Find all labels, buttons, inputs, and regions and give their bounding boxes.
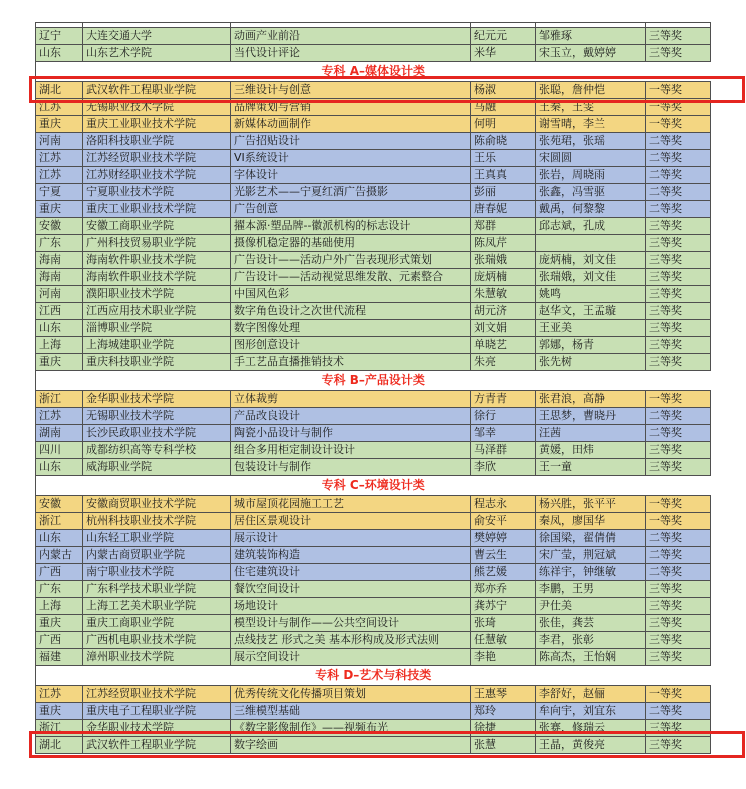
cell-province: 安徽: [36, 218, 83, 235]
cell-title: 广告创意: [231, 201, 471, 218]
cell-advisors: 赵华文，王孟璇: [536, 303, 646, 320]
cell-school: 金华职业技术学院: [83, 391, 231, 408]
cell-award: 三等奖: [646, 45, 711, 62]
cell-province: 浙江: [36, 391, 83, 408]
cell-advisors: 王一童: [536, 459, 646, 476]
cell-title: 展示设计: [231, 530, 471, 547]
cell-province: 江西: [36, 303, 83, 320]
cell-advisors: 王思梦，曹晓丹: [536, 408, 646, 425]
cell-province: 广西: [36, 632, 83, 649]
cell-award: 二等奖: [646, 703, 711, 720]
cell-author: 单晓艺: [471, 337, 536, 354]
cell-title: 立体裁剪: [231, 391, 471, 408]
cell-title: 图形创意设计: [231, 337, 471, 354]
cell-author: 朱慧敏: [471, 286, 536, 303]
table-row: [36, 252, 711, 269]
table-row: [36, 184, 711, 201]
table-row: [36, 686, 711, 703]
cell-province: 上海: [36, 598, 83, 615]
table-row: [36, 269, 711, 286]
cell-author: 刘文娟: [471, 320, 536, 337]
section-title: 专科 C–环境设计类: [36, 476, 711, 496]
table-row: [36, 720, 711, 737]
cell-province: 江苏: [36, 408, 83, 425]
cell-author: 米华: [471, 45, 536, 62]
cell-title: 展示空间设计: [231, 649, 471, 666]
cell-award: 三等奖: [646, 581, 711, 598]
cell-advisors: 王秦，王雯: [536, 99, 646, 116]
cell-province: 江苏: [36, 99, 83, 116]
cell-province: 湖南: [36, 425, 83, 442]
cell-title: 建筑装饰构造: [231, 547, 471, 564]
cell-school: 上海工艺美术职业学院: [83, 598, 231, 615]
cell-province: 福建: [36, 649, 83, 666]
cell-school: 重庆工业职业技术学院: [83, 116, 231, 133]
table-row: [36, 632, 711, 649]
table-row: [36, 581, 711, 598]
cell-school: 山东艺术学院: [83, 45, 231, 62]
cell-author: 庞炳楠: [471, 269, 536, 286]
cell-advisors: 张佳，龚芸: [536, 615, 646, 632]
cell-award: 二等奖: [646, 201, 711, 218]
cell-advisors: 张君浪，高静: [536, 391, 646, 408]
cell-advisors: 李舒好，赵俪: [536, 686, 646, 703]
cell-advisors: 谢雪晴，李兰: [536, 116, 646, 133]
cell-school: 金华职业技术学院: [83, 720, 231, 737]
cell-advisors: 庞炳楠，刘文佳: [536, 252, 646, 269]
table-row: [36, 564, 711, 581]
cell-award: 一等奖: [646, 496, 711, 513]
cell-award: 三等奖: [646, 269, 711, 286]
cell-award: 一等奖: [646, 686, 711, 703]
cell-school: 濮阳职业技术学院: [83, 286, 231, 303]
cell-author: 唐春妮: [471, 201, 536, 218]
cell-award: 三等奖: [646, 720, 711, 737]
cell-school: 山东轻工职业学院: [83, 530, 231, 547]
cell-advisors: 张先树: [536, 354, 646, 371]
cell-title: 居住区景观设计: [231, 513, 471, 530]
cell-province: 四川: [36, 442, 83, 459]
cell-author: 方青青: [471, 391, 536, 408]
cell-province: 山东: [36, 45, 83, 62]
cell-school: 江苏经贸职业技术学院: [83, 686, 231, 703]
cell-author: 彭丽: [471, 184, 536, 201]
cell-province: 湖北: [36, 82, 83, 99]
cell-title: 三维设计与创意: [231, 82, 471, 99]
cell-advisors: 邹雅琢: [536, 28, 646, 45]
cell-author: 郑玲: [471, 703, 536, 720]
cell-title: 优秀传统文化传播项目策划: [231, 686, 471, 703]
table-row: [36, 496, 711, 513]
table-row: [36, 513, 711, 530]
table-row: [36, 45, 711, 62]
cell-award: 三等奖: [646, 632, 711, 649]
table-row: [36, 530, 711, 547]
cell-school: 江苏财经职业技术学院: [83, 167, 231, 184]
cell-award: 三等奖: [646, 218, 711, 235]
cell-school: 广东科学技术职业学院: [83, 581, 231, 598]
cell-advisors: 王晶，黄俊亮: [536, 737, 646, 754]
cell-author: 邹幸: [471, 425, 536, 442]
table-row: [36, 649, 711, 666]
cell-school: 大连交通大学: [83, 28, 231, 45]
cell-advisors: [536, 235, 646, 252]
cell-author: 郑群: [471, 218, 536, 235]
cell-award: 三等奖: [646, 442, 711, 459]
cell-school: 威海职业学院: [83, 459, 231, 476]
cell-title: 数字绘画: [231, 737, 471, 754]
cell-author: 郑亦乔: [471, 581, 536, 598]
cell-province: 江苏: [36, 686, 83, 703]
cell-author: 马泽群: [471, 442, 536, 459]
cell-award: 二等奖: [646, 425, 711, 442]
cell-province: 山东: [36, 320, 83, 337]
cell-advisors: 姚鸣: [536, 286, 646, 303]
cell-school: 长沙民政职业技术学院: [83, 425, 231, 442]
cell-award: 二等奖: [646, 184, 711, 201]
section-title: 专科 D–艺术与科技类: [36, 666, 711, 686]
cell-award: 一等奖: [646, 513, 711, 530]
cell-school: 洛阳科技职业学院: [83, 133, 231, 150]
cell-advisors: 牟向宇，刘宜东: [536, 703, 646, 720]
cell-school: 海南软件职业技术学院: [83, 269, 231, 286]
cell-advisors: 尹仕美: [536, 598, 646, 615]
cell-province: 宁夏: [36, 184, 83, 201]
cell-author: 龚苏宁: [471, 598, 536, 615]
table-row: [36, 354, 711, 371]
cell-author: 朱亮: [471, 354, 536, 371]
cell-award: 二等奖: [646, 167, 711, 184]
cell-title: 动画产业前沿: [231, 28, 471, 45]
cell-title: 广告设计——活动视觉思维发散、元素整合: [231, 269, 471, 286]
cell-award: 三等奖: [646, 615, 711, 632]
cell-author: 曹云生: [471, 547, 536, 564]
cell-province: 河南: [36, 133, 83, 150]
cell-advisors: 陈高杰，王怡娴: [536, 649, 646, 666]
cell-title: 三维模型基础: [231, 703, 471, 720]
table-row: [36, 167, 711, 184]
cell-advisors: 戴禹，何黎黎: [536, 201, 646, 218]
cell-advisors: 宋广莹，荆冠斌: [536, 547, 646, 564]
cell-province: 河南: [36, 286, 83, 303]
cell-school: 广州科技贸易职业学院: [83, 235, 231, 252]
cell-advisors: 练祥宇，钟继敏: [536, 564, 646, 581]
cell-title: 产品改良设计: [231, 408, 471, 425]
cell-award: 三等奖: [646, 459, 711, 476]
cell-advisors: 秦凤，廖国华: [536, 513, 646, 530]
cell-title: 当代设计评论: [231, 45, 471, 62]
cell-province: 安徽: [36, 496, 83, 513]
cell-advisors: 杨兴胜，张平平: [536, 496, 646, 513]
cell-author: 张瑞娥: [471, 252, 536, 269]
cell-author: 何明: [471, 116, 536, 133]
cell-advisors: 张鑫，冯雪驱: [536, 184, 646, 201]
table-row: [36, 150, 711, 167]
cell-province: 山东: [36, 459, 83, 476]
cell-province: 广东: [36, 235, 83, 252]
cell-advisors: 黄媛，田炜: [536, 442, 646, 459]
cell-school: 内蒙古商贸职业学院: [83, 547, 231, 564]
cell-advisors: 宋玉立，戴婷婷: [536, 45, 646, 62]
cell-advisors: 张聪，詹仲恺: [536, 82, 646, 99]
table-row: [36, 320, 711, 337]
cell-award: 三等奖: [646, 320, 711, 337]
cell-province: 广东: [36, 581, 83, 598]
cell-advisors: 王亚美: [536, 320, 646, 337]
cell-title: 场地设计: [231, 598, 471, 615]
section-header-row: [36, 476, 711, 496]
table-row: [36, 303, 711, 320]
cell-author: 王乐: [471, 150, 536, 167]
cell-award: 一等奖: [646, 82, 711, 99]
cell-title: 陶瓷小品设计与制作: [231, 425, 471, 442]
cell-advisors: 徐国梁，翟倩倩: [536, 530, 646, 547]
table-row: [36, 28, 711, 45]
cell-school: 武汉软件工程职业学院: [83, 737, 231, 754]
cell-title: 餐饮空间设计: [231, 581, 471, 598]
cell-advisors: 张瑞娥，刘文佳: [536, 269, 646, 286]
table-row: [36, 703, 711, 720]
cell-school: 成都纺织高等专科学校: [83, 442, 231, 459]
section-header-row: [36, 666, 711, 686]
table-row: [36, 408, 711, 425]
table-row: [36, 615, 711, 632]
cell-school: 漳州职业技术学院: [83, 649, 231, 666]
cell-author: 任慧敏: [471, 632, 536, 649]
cell-award: 二等奖: [646, 564, 711, 581]
cell-school: 武汉软件工程职业学院: [83, 82, 231, 99]
cell-title: 中国风色彩: [231, 286, 471, 303]
cell-award: 三等奖: [646, 28, 711, 45]
cell-title: 光影艺术——宁夏红酒广告摄影: [231, 184, 471, 201]
cell-author: 程志永: [471, 496, 536, 513]
table-row: [36, 286, 711, 303]
section-title: 专科 B–产品设计类: [36, 371, 711, 391]
table-row: [36, 201, 711, 218]
cell-school: 江西应用技术职业学院: [83, 303, 231, 320]
cell-author: 陈凤芹: [471, 235, 536, 252]
cell-title: 广告招贴设计: [231, 133, 471, 150]
cell-school: 无锡职业技术学院: [83, 99, 231, 116]
cell-author: 胡元济: [471, 303, 536, 320]
cell-award: 三等奖: [646, 598, 711, 615]
cell-award: 一等奖: [646, 99, 711, 116]
table-row: [36, 133, 711, 150]
cell-award: 三等奖: [646, 649, 711, 666]
cell-school: 海南软件职业技术学院: [83, 252, 231, 269]
cell-award: 二等奖: [646, 547, 711, 564]
cell-advisors: 张苑珺，张瑶: [536, 133, 646, 150]
cell-school: 宁夏职业技术学院: [83, 184, 231, 201]
cell-school: 重庆电子工程职业学院: [83, 703, 231, 720]
cell-author: 徐行: [471, 408, 536, 425]
cell-province: 内蒙古: [36, 547, 83, 564]
cell-title: 城市屋顶花园施工工艺: [231, 496, 471, 513]
cell-award: 一等奖: [646, 391, 711, 408]
cell-author: 陈俞晓: [471, 133, 536, 150]
cell-school: 重庆工业职业技术学院: [83, 201, 231, 218]
cell-author: 马融: [471, 99, 536, 116]
cell-province: 海南: [36, 269, 83, 286]
cell-author: 纪元元: [471, 28, 536, 45]
cell-title: 字体设计: [231, 167, 471, 184]
cell-award: 三等奖: [646, 252, 711, 269]
cell-advisors: 张赛，修瑞云: [536, 720, 646, 737]
cell-title: 新媒体动画制作: [231, 116, 471, 133]
cell-award: 一等奖: [646, 116, 711, 133]
table-body: [36, 23, 711, 754]
cell-province: 重庆: [36, 354, 83, 371]
table-row: [36, 391, 711, 408]
cell-award: 二等奖: [646, 133, 711, 150]
cell-province: 海南: [36, 252, 83, 269]
cell-title: 包装设计与制作: [231, 459, 471, 476]
cell-title: 擢本源·塑品牌--徽派机构的标志设计: [231, 218, 471, 235]
cell-author: 王真真: [471, 167, 536, 184]
cell-province: 重庆: [36, 703, 83, 720]
table-row: [36, 116, 711, 133]
cell-award: 三等奖: [646, 235, 711, 252]
cell-award: 二等奖: [646, 408, 711, 425]
cell-award: 二等奖: [646, 530, 711, 547]
cell-school: 重庆科技职业学院: [83, 354, 231, 371]
cell-advisors: 宋圆圆: [536, 150, 646, 167]
cell-author: 张琦: [471, 615, 536, 632]
cell-author: 王惠琴: [471, 686, 536, 703]
cell-award: 三等奖: [646, 737, 711, 754]
cell-award: 三等奖: [646, 286, 711, 303]
cell-author: 俞安平: [471, 513, 536, 530]
section-header-row: [36, 371, 711, 391]
table-row: [36, 235, 711, 252]
cell-title: 手工艺品直播推销技术: [231, 354, 471, 371]
cell-school: 安徽商贸职业技术学院: [83, 496, 231, 513]
cell-author: 徐捷: [471, 720, 536, 737]
cell-author: 樊婷婷: [471, 530, 536, 547]
cell-school: 广西机电职业技术学院: [83, 632, 231, 649]
cell-award: 三等奖: [646, 354, 711, 371]
cell-advisors: 汪茜: [536, 425, 646, 442]
table-row: [36, 425, 711, 442]
cell-province: 重庆: [36, 116, 83, 133]
cell-province: 浙江: [36, 513, 83, 530]
cell-school: 重庆工商职业学院: [83, 615, 231, 632]
cell-province: 江苏: [36, 167, 83, 184]
cell-title: 住宅建筑设计: [231, 564, 471, 581]
cell-school: 南宁职业技术学院: [83, 564, 231, 581]
cell-award: 三等奖: [646, 303, 711, 320]
cell-award: 三等奖: [646, 337, 711, 354]
cell-advisors: 李君，张彰: [536, 632, 646, 649]
cell-school: 江苏经贸职业技术学院: [83, 150, 231, 167]
award-results-table: [35, 22, 711, 754]
table-row: [36, 82, 711, 99]
cell-advisors: 张岩，周晓雨: [536, 167, 646, 184]
cell-title: 摄像机稳定器的基础使用: [231, 235, 471, 252]
cell-province: 上海: [36, 337, 83, 354]
cell-school: 杭州科技职业技术学院: [83, 513, 231, 530]
cell-advisors: 郭娜，杨青: [536, 337, 646, 354]
cell-school: 上海城建职业学院: [83, 337, 231, 354]
cell-title: 组合多用柜定制设计设计: [231, 442, 471, 459]
cell-school: 安徽工商职业学院: [83, 218, 231, 235]
table-row: [36, 737, 711, 754]
cell-title: 广告设计——活动户外广告表现形式策划: [231, 252, 471, 269]
table-row: [36, 442, 711, 459]
section-header-row: [36, 62, 711, 82]
cell-author: 张慧: [471, 737, 536, 754]
cell-province: 湖北: [36, 737, 83, 754]
cell-title: 数字角色设计之次世代流程: [231, 303, 471, 320]
cell-province: 广西: [36, 564, 83, 581]
cell-province: 重庆: [36, 615, 83, 632]
table-row: [36, 337, 711, 354]
cell-province: 重庆: [36, 201, 83, 218]
cell-author: 李艳: [471, 649, 536, 666]
table-row: [36, 547, 711, 564]
section-title: 专科 A–媒体设计类: [36, 62, 711, 82]
cell-province: 辽宁: [36, 28, 83, 45]
cell-author: 李欣: [471, 459, 536, 476]
cell-title: 点线技艺 形式之美 基本形构成及形式法则: [231, 632, 471, 649]
table-row: [36, 598, 711, 615]
cell-title: 数字图像处理: [231, 320, 471, 337]
table-row: [36, 99, 711, 116]
cell-title: 模型设计与制作——公共空间设计: [231, 615, 471, 632]
cell-title: 品牌策划与营销: [231, 99, 471, 116]
cell-province: 浙江: [36, 720, 83, 737]
cell-author: 杨淑: [471, 82, 536, 99]
table-row: [36, 459, 711, 476]
cell-title: 《数字影像制作》——视频布光: [231, 720, 471, 737]
cell-author: 熊艺媛: [471, 564, 536, 581]
cell-province: 江苏: [36, 150, 83, 167]
cell-award: 二等奖: [646, 150, 711, 167]
cell-advisors: 李鹏，王男: [536, 581, 646, 598]
cell-school: 淄博职业学院: [83, 320, 231, 337]
cell-title: VI系统设计: [231, 150, 471, 167]
cell-advisors: 邱志斌，孔成: [536, 218, 646, 235]
cell-school: 无锡职业技术学院: [83, 408, 231, 425]
table-row: [36, 218, 711, 235]
cell-province: 山东: [36, 530, 83, 547]
